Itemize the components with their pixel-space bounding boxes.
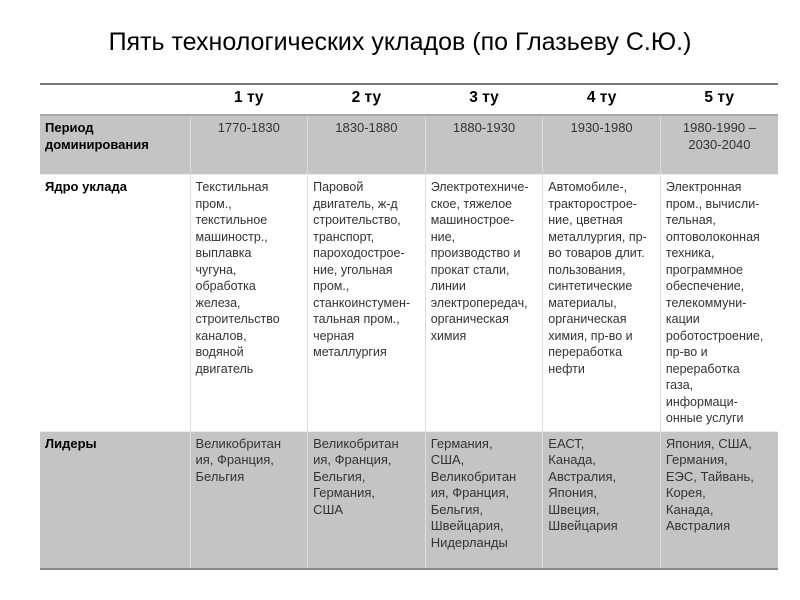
row-label: Период доминирования — [40, 115, 190, 175]
cell: Паровой двигатель, ж-д строительство, транспорт, пароходострое- ние, угольная пром., станкоинстумен- тальная пром., черная металлургия — [308, 175, 426, 432]
cell: Япония, США, Германия, ЕЭС, Тайвань, Корея, Канада, Австралия — [660, 431, 778, 569]
cell: 1830-1880 — [308, 115, 426, 175]
header-row — [40, 84, 778, 115]
header-5: 5 ту — [704, 89, 734, 106]
cell: 1930-1980 — [543, 115, 661, 175]
cell: Электронная пром., вычисли- тельная, оптоволоконная техника, программное обеспечение, телекоммуни- кации роботостроение, пр-во и переработка газа, информаци- онные услуги — [660, 175, 778, 432]
header-2: 2 ту — [351, 89, 382, 106]
header-empty — [40, 84, 190, 115]
header-1: 1 ту — [234, 89, 264, 106]
cell: 1770-1830 — [190, 115, 308, 175]
cell: Текстильная пром., текстильное машиностр., выплавка чугуна, обработка железа, строительство каналов, водяной двигатель — [190, 175, 308, 432]
row-leaders — [40, 431, 778, 569]
row-label: Ядро уклада — [45, 179, 127, 194]
slide-title: Пять технологических укладов (по Глазьеву С.Ю.) — [108, 28, 692, 56]
cell: Электротехниче- ское, тяжелое машинострое- ние, производство и прокат стали, линии электропередач, органическая химия — [425, 175, 543, 432]
cell: 1980-1990 – 2030-2040 — [660, 115, 778, 175]
technological-modes-table — [40, 83, 778, 570]
row-core — [40, 175, 778, 432]
cell: Германия, США, Великобритан ия, Франция, Бельгия, Швейцария, Нидерланды — [425, 431, 543, 569]
cell: ЕАСТ, Канада, Австралия, Япония, Швеция, Швейцария — [543, 431, 661, 569]
cell: 1880-1930 — [425, 115, 543, 175]
cell: Автомобиле-, тракторострое- ние, цветная металлургия, пр- во товаров длит. пользования, синтетические материалы, органическая химия, пр-во и переработка нефти — [543, 175, 661, 432]
cell: Великобритан ия, Франция, Бельгия, Германия, США — [308, 431, 426, 569]
row-label: Лидеры — [40, 431, 190, 569]
header-4: 4 ту — [586, 89, 617, 106]
header-3: 3 ту — [469, 89, 499, 106]
cell: Великобритан ия, Франция, Бельгия — [190, 431, 308, 569]
row-period — [40, 115, 778, 175]
